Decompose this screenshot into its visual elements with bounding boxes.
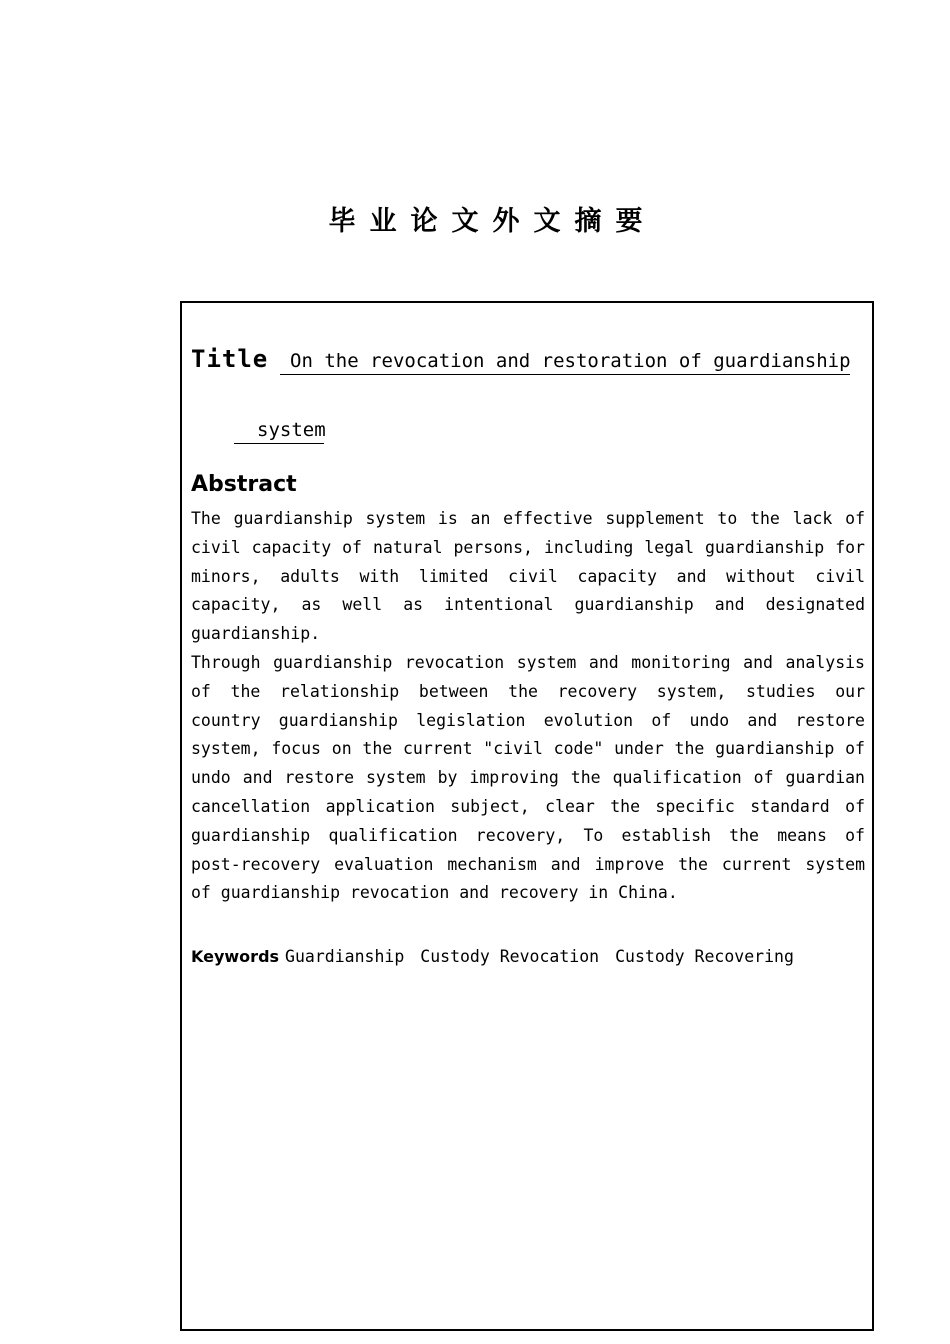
keyword-item: Guardianship [285, 947, 405, 966]
abstract-paragraph-1: The guardianship system is an effective supplement to the lack of civil capacity of natural persons, including legal guardianship for minors, adults with limited civil capacity and without civil capacity, as well as intentional guardianship and designated guardianship. [191, 509, 865, 644]
keywords-label: Keywords [191, 947, 280, 966]
abstract-frame [180, 301, 874, 1331]
keywords-row [191, 943, 794, 971]
abstract-heading: Abstract [191, 472, 297, 497]
title-text-line-1: On the revocation and restoration of guardianship [280, 348, 850, 375]
title-text-line-2: system [234, 417, 324, 444]
title-label: Title [191, 345, 269, 373]
abstract-paragraph-2: Through guardianship revocation system and monitoring and analysis of the relationship between the recovery system, studies our country guardianship legislation evolution of undo and restore system, focus on the current "civil code" under the guardianship of undo and restore system by improving the qualification of guardian cancellation application subject, clear the specific standard of guardianship qualification recovery, To establish the means of post-recovery evaluation mechanism and improve the current system of guardianship revocation and recovery in China. [191, 652, 865, 903]
keyword-item: Custody Recovering [615, 947, 794, 966]
keyword-item: Custody Revocation [420, 947, 600, 966]
page-heading: 毕业论文外文摘要 [328, 206, 657, 237]
abstract-body [191, 505, 865, 908]
